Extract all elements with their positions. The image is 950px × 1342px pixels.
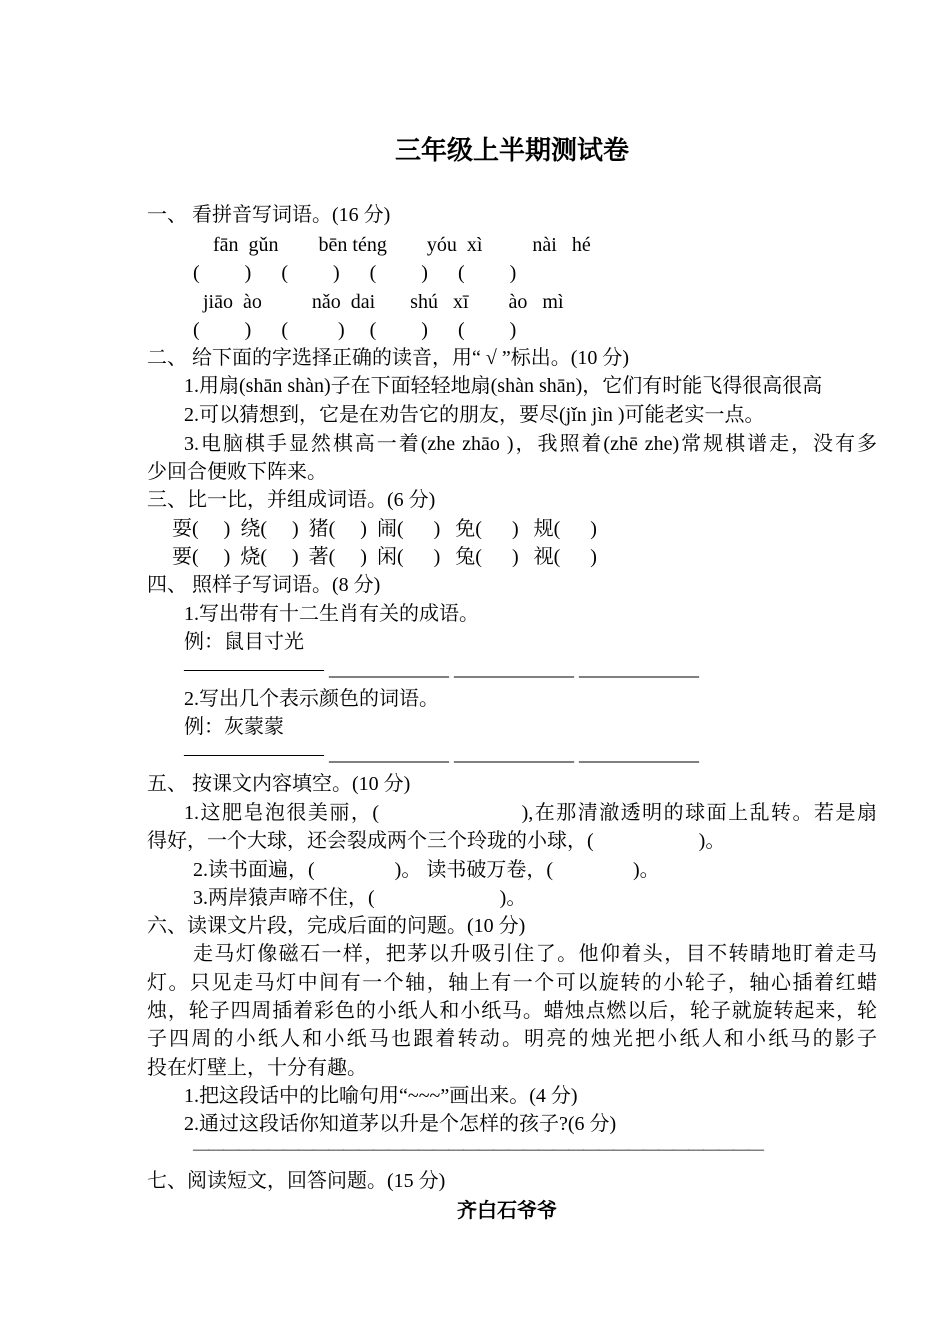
section-5-heading: 五、 按课文内容填空。(10 分) <box>147 773 411 795</box>
passage-line-2: 灯。只见走马灯中间有一个轴，轴上有一个可以旋转的小轮子，轴心插着红蜡 <box>147 972 877 994</box>
section-6-heading: 六、读课文片段，完成后面的问题。(10 分) <box>147 915 526 937</box>
s4-answer-lines-1: ——————— ____________ ____________ ____________ <box>184 658 699 680</box>
compare-row-2: 要( ) 烧( ) 著( ) 闲( ) 兔( ) 视( ) <box>172 546 597 568</box>
blanks-row-2: ( ) ( ) ( ) ( ) <box>193 319 517 341</box>
passage-line-1: 走马灯像磁石一样，把茅以升吸引住了。他仰着头，目不转睛地盯着走马 <box>193 943 877 965</box>
pinyin-row-2: jiāo ào nǎo dai shú xī ào mì <box>203 291 564 313</box>
s6-question-1: 1.把这段话中的比喻句用“~~~”画出来。(4 分) <box>184 1085 578 1107</box>
section-7-heading: 七、阅读短文，回答问题。(15 分) <box>147 1170 446 1192</box>
s5-question-1-line-2: 得好，一个大球，还会裂成两个三个玲珑的小球，( )。 <box>147 830 726 852</box>
s5-question-1-line-1: 1.这肥皂泡很美丽，( ),在那清澈透明的球面上乱转。若是扇 <box>184 802 877 824</box>
s4-question-1: 1.写出带有十二生肖有关的成语。 <box>184 603 479 625</box>
s2-question-1: 1.用扇(shān shàn)子在下面轻轻地扇(shàn shān)，它们有时能飞得很高很高 <box>184 375 823 397</box>
section-1-heading: 一、 看拼音写词语。(16 分) <box>147 204 391 226</box>
pinyin-row-1: fān gǔn bēn téng yóu xì nài hé <box>213 234 591 256</box>
s2-question-3-line-1: 3.电脑棋手显然棋高一着(zhe zhāo )，我照着(zhē zhe)常规棋谱走，没有多 <box>184 433 877 455</box>
passage-line-4: 子四周的小纸人和小纸马也跟着转动。明亮的烛光把小纸人和小纸马的影子 <box>147 1028 877 1050</box>
s5-question-2: 2.读书面遍，( )。 读书破万卷，( )。 <box>193 859 660 881</box>
compare-row-1: 耍( ) 绕( ) 猪( ) 闹( ) 免( ) 规( ) <box>172 518 597 540</box>
passage-line-3: 烛，轮子四周插着彩色的小纸人和小纸马。蜡烛点燃以后，轮子就旋转起来，轮 <box>147 1000 877 1022</box>
s2-question-3-line-2: 少回合便败下阵来。 <box>147 461 327 483</box>
section-3-heading: 三、比一比，并组成词语。(6 分) <box>147 489 436 511</box>
s2-question-2: 2.可以猜想到，它是在劝告它的朋友，要尽(jǐn jìn )可能老实一点。 <box>184 404 765 426</box>
s4-example-2: 例：灰蒙蒙 <box>184 716 284 738</box>
s6-question-2: 2.通过这段话你知道茅以升是个怎样的孩子?(6 分) <box>184 1113 617 1135</box>
s5-question-3: 3.两岸猿声啼不住，( )。 <box>193 887 527 909</box>
s4-question-2: 2.写出几个表示颜色的词语。 <box>184 688 439 710</box>
section-4-heading: 四、 照样子写词语。(8 分) <box>147 574 381 596</box>
story-title: 齐白石爷爷 <box>457 1198 557 1222</box>
blanks-row-1: ( ) ( ) ( ) ( ) <box>193 262 517 284</box>
passage-line-5: 投在灯壁上，十分有趣。 <box>147 1057 367 1079</box>
section-2-heading: 二、 给下面的字选择正确的读音，用“ √ ”标出。(10 分) <box>147 347 630 369</box>
s6-answer-line: —————————————————————————————————————— <box>193 1141 763 1158</box>
page-title: 三年级上半期测试卷 <box>394 136 629 166</box>
s4-example-1: 例：鼠目寸光 <box>184 631 304 653</box>
s4-answer-lines-2: ——————— ____________ ____________ ____________ <box>184 743 699 765</box>
